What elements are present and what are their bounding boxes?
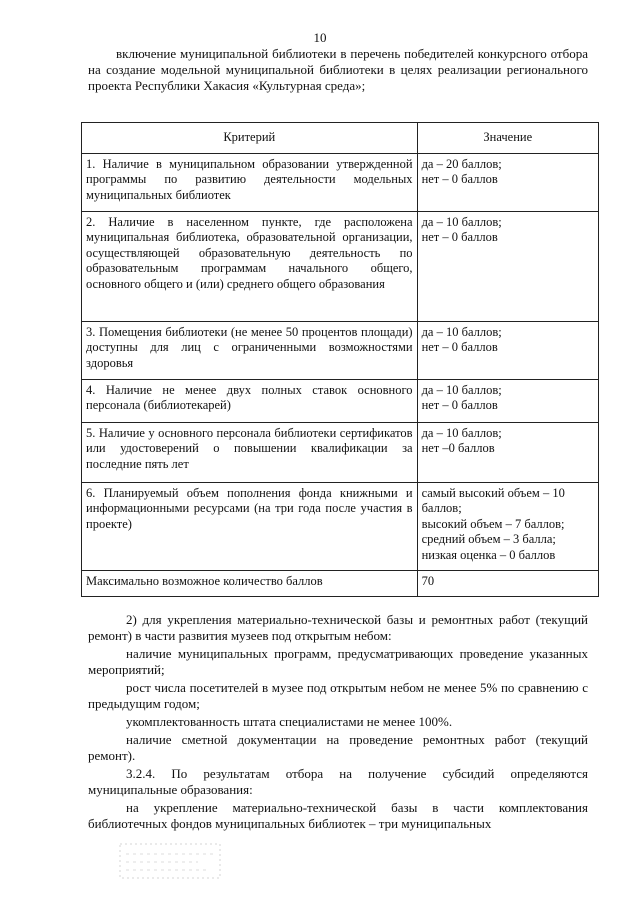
- paragraph: укомплектованность штата специалистами не менее 100%.: [126, 714, 453, 729]
- value-cell: [417, 422, 598, 482]
- value-line: нет – 0 баллов: [421, 230, 498, 244]
- paragraph: наличие сметной документации на проведение ремонтных работ (текущий ремонт).: [88, 732, 588, 763]
- paragraph: рост числа посетителей в музее под открытым небом не менее 5% по сравнению с предыдущим годом;: [88, 680, 588, 711]
- value-line: да – 10 баллов;: [421, 382, 502, 397]
- body-text: [88, 612, 588, 834]
- criterion-cell: 5. Наличие у основного персонала библиотеки сертификатов или удостоверений о повышении квалификации за последние пять лет: [82, 422, 418, 482]
- value-cell: [417, 211, 598, 321]
- table-row-total: [82, 570, 599, 596]
- value-line: средний объем – 3 балла;: [421, 532, 556, 546]
- value-line: да – 10 баллов;: [421, 214, 502, 229]
- value-line: высокий объем – 7 баллов;: [421, 516, 565, 531]
- criteria-table: [81, 122, 599, 597]
- value-line: нет – 0 баллов: [421, 398, 498, 412]
- table-row: [82, 321, 599, 379]
- value-cell: [417, 153, 598, 211]
- page-number: 10: [313, 30, 327, 45]
- value-cell: [417, 482, 598, 570]
- table-header-row: [82, 123, 599, 154]
- criterion-cell: 6. Планируемый объем пополнения фонда книжными и информационными ресурсами (на три года после участия в проекте): [82, 482, 418, 570]
- value-line: да – 10 баллов;: [421, 425, 502, 440]
- table-row: [82, 153, 599, 211]
- value-cell: [417, 379, 598, 422]
- criterion-cell: 1. Наличие в муниципальном образовании утвержденной программы по развитию деятельности модельных муниципальных библиотек: [82, 153, 418, 211]
- faint-stamp-mark: [118, 840, 226, 882]
- paragraph: 3.2.4. По результатам отбора на получение субсидий определяются муниципальные образования:: [88, 766, 588, 797]
- paragraph: на укрепление материально-технической базы в части комплектования библиотечных фондов муниципальных библиотек – три муниципальных: [88, 800, 588, 831]
- value-line: нет – 0 баллов: [421, 340, 498, 354]
- value-line: да – 20 баллов;: [421, 156, 502, 171]
- value-line: низкая оценка – 0 баллов: [421, 547, 556, 562]
- table-row: [82, 379, 599, 422]
- value-line: нет – 0 баллов: [421, 172, 498, 186]
- criterion-cell: 4. Наличие не менее двух полных ставок основного персонала (библиотекарей): [82, 379, 418, 422]
- value-line: нет –0 баллов: [421, 441, 495, 455]
- header-criterion: Критерий: [82, 123, 418, 154]
- value-line: да – 10 баллов;: [421, 324, 502, 339]
- value-cell: [417, 570, 598, 596]
- criterion-cell: Максимально возможное количество баллов: [82, 570, 418, 596]
- value-line: самый высокий объем – 10 баллов;: [421, 485, 565, 515]
- table-row: [82, 482, 599, 570]
- paragraph: 2) для укрепления материально-технической базы и ремонтных работ (текущий ремонт) в части развития музеев под открытым небом:: [88, 612, 588, 643]
- table-row: [82, 211, 599, 321]
- criterion-cell: 2. Наличие в населенном пункте, где расположена муниципальная библиотека, образовательной организации, осуществляющей образовательную деятельность по образовательным программам начального общего, основного общего и (или) среднего общего образования: [82, 211, 418, 321]
- header-value: Значение: [417, 123, 598, 154]
- table-row: [82, 422, 599, 482]
- paragraph: наличие муниципальных программ, предусматривающих проведение указанных мероприятий;: [88, 646, 588, 677]
- value-line: 70: [421, 573, 435, 588]
- intro-paragraph: включение муниципальной библиотеки в перечень победителей конкурсного отбора на создание модельной муниципальной библиотеки в целях реализации регионального проекта Республики Хакасия «Культурная среда»;: [88, 46, 588, 93]
- criterion-cell: 3. Помещения библиотеки (не менее 50 процентов площади) доступны для лиц с ограниченными возможностями здоровья: [82, 321, 418, 379]
- value-cell: [417, 321, 598, 379]
